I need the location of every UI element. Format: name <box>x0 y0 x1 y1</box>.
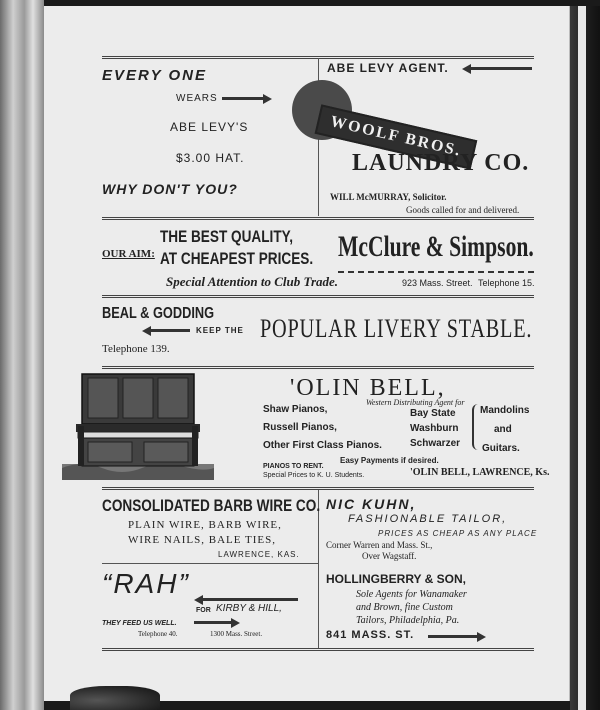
olin-signoff: 'OLIN BELL, LAWRENCE, Ks. <box>410 467 550 478</box>
levy-line3: ABE LEVY'S <box>170 120 249 134</box>
woolf-goods: Goods called for and delivered. <box>406 205 520 215</box>
hollingberry-line2: and Brown, fine Custom <box>356 602 453 613</box>
woolf-banner: WOOLF BROS. <box>315 104 478 169</box>
beal-name: BEAL & GODDING <box>102 305 215 322</box>
levy-line2: WEARS <box>176 93 218 104</box>
olin-tagline: Western Distributing Agent for <box>366 398 465 407</box>
rah-address: 1300 Mass. Street. <box>210 630 263 638</box>
hollingberry-address: 841 MASS. ST. <box>326 629 415 641</box>
bottom-border <box>102 648 534 651</box>
barb-line2: WIRE NAILS, BALE TIES, <box>128 534 276 546</box>
divider-bottom-left <box>102 563 318 564</box>
kuhn-name: NIC KUHN, <box>326 496 417 512</box>
kuhn-over: Over Wagstaff. <box>362 551 417 561</box>
our-aim-line1: THE BEST QUALITY, <box>160 227 293 246</box>
olin-instrument-3: Guitars. <box>482 443 520 454</box>
mcclure-phone: Telephone 15. <box>478 278 535 288</box>
woolf-solicitor: WILL McMURRAY, Solicitor. <box>330 192 447 202</box>
book-spine <box>0 0 44 710</box>
olin-brand-1: Bay State <box>410 408 456 419</box>
beal-phone: Telephone 139. <box>102 343 170 355</box>
olin-piano-1: Shaw Pianos, <box>263 404 328 415</box>
levy-line5: WHY DON'T YOU? <box>102 181 238 197</box>
mcclure-rule <box>338 271 534 273</box>
olin-rent: PIANOS TO RENT. <box>263 463 324 470</box>
hollingberry-line3: Tailors, Philadelphia, Pa. <box>356 615 460 626</box>
barb-name: CONSOLIDATED BARB WIRE CO. <box>102 496 321 515</box>
levy-line1: EVERY ONE <box>102 67 207 84</box>
divider-row-2 <box>102 295 534 298</box>
barb-city: LAWRENCE, KAS. <box>218 550 300 559</box>
mcclure-name: McClure & Simpson. <box>338 230 534 263</box>
olin-brand-2: Washburn <box>410 423 459 434</box>
our-aim-line2: AT CHEAPEST PRICES. <box>160 249 314 268</box>
beal-keep: KEEP THE <box>196 326 244 335</box>
kuhn-prices: PRICES AS CHEAP AS ANY PLACE <box>378 529 538 538</box>
our-aim-label: OUR AIM: <box>102 248 155 260</box>
kuhn-title: FASHIONABLE TAILOR, <box>348 513 508 525</box>
olin-name: 'OLIN BELL, <box>290 375 446 401</box>
levy-line4: $3.00 HAT. <box>176 151 245 165</box>
rah-store: KIRBY & HILL, <box>216 603 282 614</box>
beal-stable: POPULAR LIVERY STABLE. <box>260 314 533 343</box>
woolf-agent: ABE LEVY AGENT. <box>327 61 449 75</box>
olin-instrument-2: and <box>494 424 512 435</box>
rah-phone: Telephone 40. <box>138 630 178 638</box>
rah-for: FOR <box>196 607 211 614</box>
rah-feed: THEY FEED US WELL. <box>102 620 177 627</box>
hollingberry-name: HOLLINGBERRY & SON, <box>326 572 467 586</box>
piano-illustration <box>62 368 214 480</box>
kuhn-corner: Corner Warren and Mass. St., <box>326 540 433 550</box>
olin-instrument-1: Mandolins <box>480 405 530 416</box>
rah-word: “RAH” <box>102 568 190 599</box>
olin-payments: Easy Payments if desired. <box>340 456 439 465</box>
book-edge <box>570 6 600 710</box>
barb-line1: PLAIN WIRE, BARB WIRE, <box>128 519 282 531</box>
our-aim-special: Special Attention to Club Trade. <box>166 274 339 289</box>
olin-piano-3: Other First Class Pianos. <box>263 440 382 451</box>
divider-row-1 <box>102 217 534 220</box>
olin-brand-3: Schwarzer <box>410 438 461 449</box>
olin-piano-2: Russell Pianos, <box>263 422 337 433</box>
woolf-laundry: LAUNDRY CO. <box>352 150 530 176</box>
hollingberry-line1: Sole Agents for Wanamaker <box>356 589 467 600</box>
mcclure-address: 923 Mass. Street. <box>402 278 473 288</box>
thumb-shadow <box>70 686 160 710</box>
olin-students: Special Prices to K. U. Students. <box>263 472 365 479</box>
